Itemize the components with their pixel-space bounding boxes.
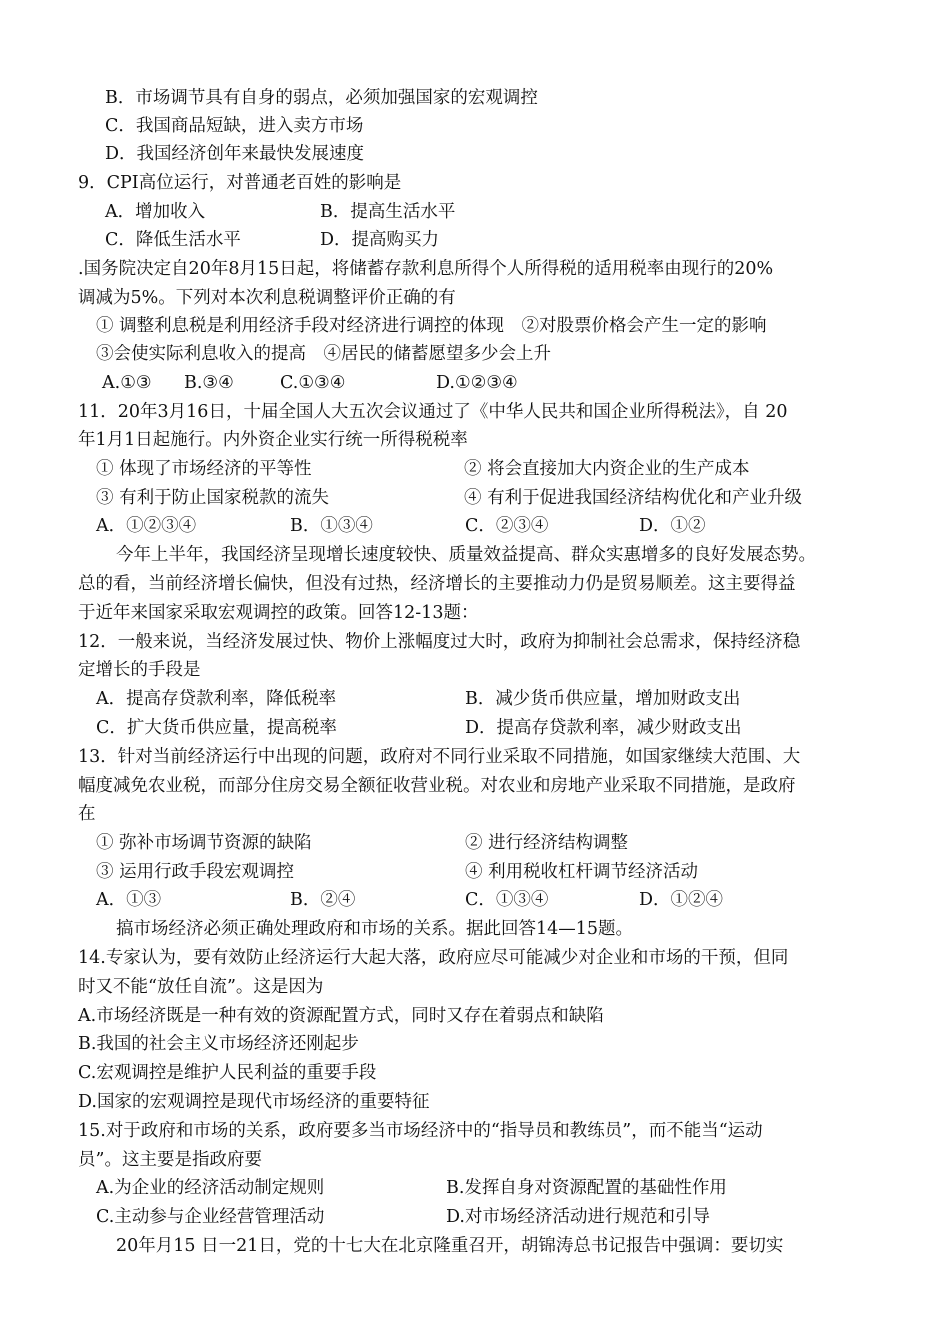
q11-stem-line-2: 年1月1日起施行。内外资企业实行统一所得税税率 <box>78 430 468 450</box>
q14-option-d: D.国家的宏观调控是现代市场经济的重要特征 <box>78 1092 430 1112</box>
passage-14-15: 搞市场经济必须正确处理政府和市场的关系。据此回答14—15题。 <box>116 919 634 939</box>
q8-option-b: B．市场调节具有自身的弱点，必须加强国家的宏观调控 <box>105 88 538 108</box>
q13-statements-1: ① 弥补市场调节资源的缺陷 ② 进行经济结构调整 <box>96 833 629 853</box>
q12-option-d: D．提高存贷款利率，减少财政支出 <box>465 718 742 738</box>
q9-stem: 9．CPI高位运行，对普通老百姓的影响是 <box>78 173 402 193</box>
passage-12-13-line-3: 于近年来国家采取宏观调控的政策。回答12-13题： <box>78 603 479 623</box>
q14-stem-line-2: 时又不能“放任自流”。这是因为 <box>78 977 324 997</box>
q12-options-row-2 <box>96 716 886 740</box>
q10-option-b: B.③④ <box>184 373 234 393</box>
q10-statements-2: ③会使实际利息收入的提高 ④居民的储蓄愿望多少会上升 <box>96 344 551 364</box>
q13-options <box>96 888 886 912</box>
passage-12-13-line-1: 今年上半年，我国经济呈现增长速度较快、质量效益提高、群众实惠增多的良好发展态势。 <box>116 545 816 565</box>
q12-stem-line-2: 定增长的手段是 <box>78 660 201 680</box>
q10-option-c: C.①③④ <box>280 373 346 393</box>
q13-option-a: A．①③ <box>96 890 162 910</box>
q11-options <box>96 514 886 538</box>
q15-option-b: B.发挥自身对资源配置的基础性作用 <box>446 1178 727 1198</box>
q12-options-row-1 <box>96 687 886 711</box>
q11-statements-1: ① 体现了市场经济的平等性 ② 将会直接加大内资企业的生产成本 <box>96 459 750 479</box>
q9-option-b: B．提高生活水平 <box>320 202 456 222</box>
q10-statements-1: ① 调整利息税是利用经济手段对经济进行调控的体现 ②对股票价格会产生一定的影响 <box>96 316 767 336</box>
q13-stem-line-3: 在 <box>78 804 96 824</box>
q15-option-a: A.为企业的经济活动制定规则 <box>96 1178 325 1198</box>
q9-option-c: C．降低生活水平 <box>105 230 241 250</box>
q11-statements-2: ③ 有利于防止国家税款的流失 ④ 有利于促进我国经济结构优化和产业升级 <box>96 488 803 508</box>
q12-option-c: C．扩大货币供应量，提高税率 <box>96 718 337 738</box>
q10-stem-line-1: .国务院决定自20年8月15日起，将储蓄存款利息所得个人所得税的适用税率由现行的20% <box>78 259 774 279</box>
q10-option-d: D.①②③④ <box>436 373 518 393</box>
q15-option-c: C.主动参与企业经营管理活动 <box>96 1207 325 1227</box>
q13-option-d: D．①②④ <box>639 890 724 910</box>
passage-12-13-line-2: 总的看，当前经济增长偏快，但没有过热，经济增长的主要推动力仍是贸易顺差。这主要得益 <box>78 574 796 594</box>
q9-options-row-2 <box>105 228 885 252</box>
q11-option-d: D．①② <box>639 516 706 536</box>
q12-option-b: B．减少货币供应量，增加财政支出 <box>465 689 741 709</box>
q15-stem-line-1: 15.对于政府和市场的关系，政府要多当市场经济中的“指导员和教练员”，而不能当“运动 <box>78 1121 763 1141</box>
q13-statements-2: ③ 运用行政手段宏观调控 ④ 利用税收杠杆调节经济活动 <box>96 862 699 882</box>
q13-option-c: C．①③④ <box>465 890 549 910</box>
q9-option-a: A．增加收入 <box>105 202 206 222</box>
q10-option-a: A.①③ <box>102 373 152 393</box>
q13-stem-line-1: 13．针对当前经济运行中出现的问题，政府对不同行业采取不同措施，如国家继续大范围、大 <box>78 747 801 767</box>
q14-option-c: C.宏观调控是维护人民利益的重要手段 <box>78 1063 377 1083</box>
q9-option-d: D．提高购买力 <box>320 230 440 250</box>
q8-option-d: D．我国经济创年来最快发展速度 <box>105 144 365 164</box>
q11-option-a: A．①②③④ <box>96 516 197 536</box>
q14-stem-line-1: 14.专家认为，要有效防止经济运行大起大落，政府应尽可能减少对企业和市场的干预，但同 <box>78 948 789 968</box>
q11-option-b: B．①③④ <box>290 516 373 536</box>
q9-options-row-1 <box>105 200 885 224</box>
q14-option-b: B.我国的社会主义市场经济还刚起步 <box>78 1034 359 1054</box>
passage-16: 20年月15 日一21日，党的十七大在北京隆重召开，胡锦涛总书记报告中强调：要切实 <box>116 1236 784 1256</box>
q8-option-c: C．我国商品短缺，进入卖方市场 <box>105 116 364 136</box>
q15-options-row-2 <box>96 1205 886 1229</box>
q15-option-d: D.对市场经济活动进行规范和引导 <box>446 1207 710 1227</box>
q14-option-a: A.市场经济既是一种有效的资源配置方式，同时又存在着弱点和缺陷 <box>78 1006 604 1026</box>
q10-stem-line-2: 调减为5%。下列对本次利息税调整评价正确的有 <box>78 288 456 308</box>
q12-stem-line-1: 12．一般来说，当经济发展过快、物价上涨幅度过大时，政府为抑制社会总需求，保持经济稳 <box>78 632 801 652</box>
q15-options-row-1 <box>96 1176 886 1200</box>
q10-options <box>102 371 882 395</box>
q13-stem-line-2: 幅度减免农业税，而部分住房交易全额征收营业税。对农业和房地产业采取不同措施，是政府 <box>78 776 796 796</box>
q12-option-a: A．提高存贷款利率，降低税率 <box>96 689 337 709</box>
q13-option-b: B．②④ <box>290 890 356 910</box>
q11-option-c: C．②③④ <box>465 516 549 536</box>
q11-stem-line-1: 11．20年3月16日，十届全国人大五次会议通过了《中华人民共和国企业所得税法》，自 20 <box>78 402 788 422</box>
q15-stem-line-2: 员”。这主要是指政府要 <box>78 1150 262 1170</box>
